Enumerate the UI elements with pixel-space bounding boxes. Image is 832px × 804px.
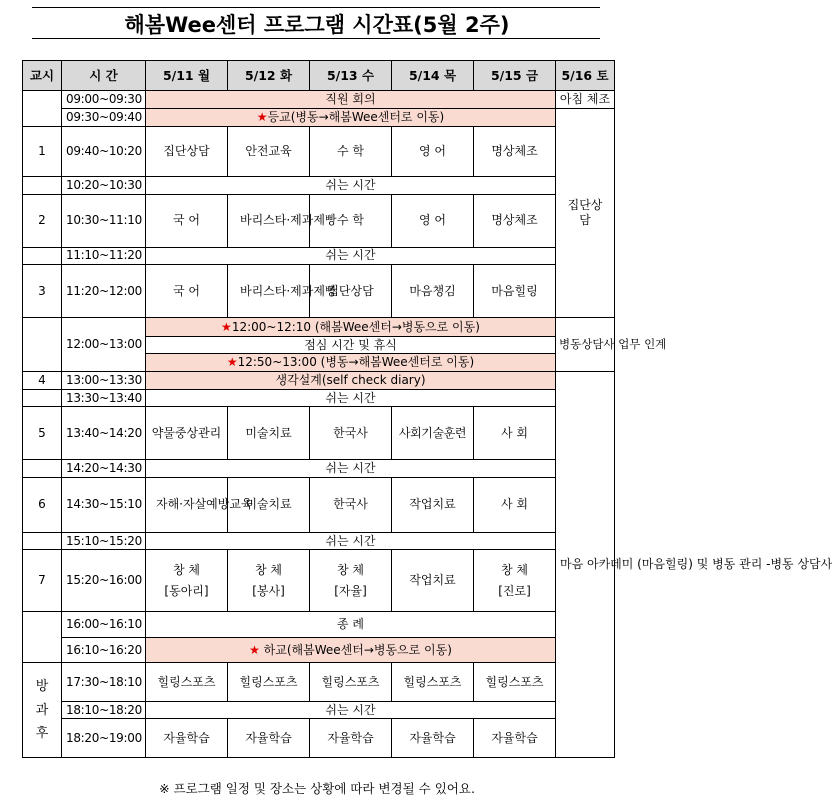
sat-group-counseling <box>556 108 615 317</box>
closing-cell: 종 례 <box>146 611 556 637</box>
break-cell: 쉬는 시간 <box>146 532 556 550</box>
table-row <box>23 127 615 177</box>
class-cell <box>146 550 228 611</box>
table-row <box>23 91 615 109</box>
table-row <box>23 532 615 550</box>
class-cell: 힐링스포츠 <box>310 663 392 701</box>
period-cell <box>23 177 62 195</box>
break-cell: 쉬는 시간 <box>146 247 556 265</box>
sat-academy: 마음 아카데미 (마음힐링) 및 병동 관리 -병동 상담사 <box>556 372 615 758</box>
time-cell: 18:10~18:20 <box>62 701 146 719</box>
move-to-ward-cell <box>146 318 556 337</box>
class-title: 창 체 <box>173 563 200 578</box>
sat-handover: 병동상담사 업무 인계 <box>556 318 615 372</box>
class-cell: 명상체조 <box>474 127 556 177</box>
diary-cell: 생각설계(self check diary) <box>146 372 556 390</box>
time-cell: 11:10~11:20 <box>62 247 146 265</box>
title-top-rule <box>32 7 600 8</box>
time-cell: 13:00~13:30 <box>62 372 146 390</box>
period-cell <box>23 460 62 478</box>
time-cell: 14:30~15:10 <box>62 477 146 532</box>
sat-group-counseling-text: 집단상담 <box>567 197 603 227</box>
class-cell: 영 어 <box>392 127 474 177</box>
period-cell: 1 <box>23 127 62 177</box>
table-row <box>23 108 615 127</box>
class-cell: 작업치료 <box>392 477 474 532</box>
class-cell: 힐링스포츠 <box>146 663 228 701</box>
class-cell: 힐링스포츠 <box>228 663 310 701</box>
table-row <box>23 460 615 478</box>
header-period: 교시 <box>23 61 62 91</box>
break-cell: 쉬는 시간 <box>146 389 556 407</box>
class-cell: 명상체조 <box>474 194 556 247</box>
time-cell: 16:10~16:20 <box>62 637 146 663</box>
time-cell: 10:20~10:30 <box>62 177 146 195</box>
header-wed: 5/13 수 <box>310 61 392 91</box>
class-cell: 사 회 <box>474 477 556 532</box>
period-cell <box>23 318 62 372</box>
time-cell: 16:00~16:10 <box>62 611 146 637</box>
class-cell: 한국사 <box>310 477 392 532</box>
arrival-cell <box>146 108 556 127</box>
class-cell: 안전교육 <box>228 127 310 177</box>
class-cell: 사회기술훈련 <box>392 407 474 460</box>
header-time: 시 간 <box>62 61 146 91</box>
table-row <box>23 637 615 663</box>
time-cell: 09:40~10:20 <box>62 127 146 177</box>
period-cell: 4 <box>23 372 62 390</box>
move-to-ward-text: 12:00~12:10 (해봄Wee센터→병동으로 이동) <box>231 319 480 334</box>
arrival-text: 등교(병동→해봄Wee센터로 이동) <box>267 110 445 125</box>
sat-morning-exercise: 아침 체조 <box>556 91 615 109</box>
period-cell <box>23 91 62 127</box>
class-cell: 약물중상관리 <box>146 407 228 460</box>
header-row <box>23 61 615 91</box>
table-row <box>23 663 615 701</box>
time-cell: 13:40~14:20 <box>62 407 146 460</box>
class-title: 창 체 <box>255 563 282 578</box>
star-icon: ★ <box>249 642 260 657</box>
class-title: 창 체 <box>501 563 528 578</box>
time-cell: 09:00~09:30 <box>62 91 146 109</box>
period-cell <box>23 611 62 663</box>
class-subtitle: [봉사] <box>252 583 285 598</box>
page-title: 해봄Wee센터 프로그램 시간표(5월 2주) <box>124 13 510 37</box>
class-cell: 작업치료 <box>392 550 474 611</box>
class-cell: 힐링스포츠 <box>392 663 474 701</box>
period-cell-afterschool <box>23 663 62 758</box>
class-cell: 자율학습 <box>310 719 392 758</box>
period-cell <box>23 247 62 265</box>
period-cell <box>23 389 62 407</box>
break-cell: 쉬는 시간 <box>146 177 556 195</box>
star-icon: ★ <box>256 110 268 125</box>
class-cell: 마음챙김 <box>392 265 474 318</box>
class-cell: 마음힐링 <box>474 265 556 318</box>
time-cell: 15:20~16:00 <box>62 550 146 611</box>
class-cell: 자해·자살예방교육 <box>146 477 228 532</box>
class-cell: 집단상담 <box>310 265 392 318</box>
afterschool-label: 방과후 <box>35 679 49 741</box>
time-cell: 09:30~09:40 <box>62 108 146 127</box>
table-row <box>23 550 615 611</box>
table-row <box>23 719 615 758</box>
class-cell <box>310 550 392 611</box>
header-sat: 5/16 토 <box>556 61 615 91</box>
table-row <box>23 265 615 318</box>
dismissal-text: 하교(해봄Wee센터→병동으로 이동) <box>263 642 452 657</box>
class-cell <box>228 550 310 611</box>
class-subtitle: [자율] <box>334 583 367 598</box>
period-cell <box>23 532 62 550</box>
timetable <box>22 60 832 758</box>
class-cell <box>474 550 556 611</box>
header-thu: 5/14 목 <box>392 61 474 91</box>
star-icon: ★ <box>221 319 232 334</box>
table-row <box>23 611 615 637</box>
period-cell: 7 <box>23 550 62 611</box>
table-row <box>23 318 615 337</box>
table-row <box>23 372 615 390</box>
header-tue: 5/12 화 <box>228 61 310 91</box>
class-cell: 미술치료 <box>228 477 310 532</box>
time-cell: 15:10~15:20 <box>62 532 146 550</box>
move-to-center-text: 12:50~13:00 (병동→해봄Wee센터로 이동) <box>237 355 475 370</box>
class-subtitle: [진로] <box>498 583 531 598</box>
class-cell: 사 회 <box>474 407 556 460</box>
header-mon: 5/11 월 <box>146 61 228 91</box>
class-cell: 바리스타·제과제빵 <box>228 194 310 247</box>
class-cell: 자율학습 <box>228 719 310 758</box>
class-cell: 집단상담 <box>146 127 228 177</box>
table-row <box>23 247 615 265</box>
break-cell: 쉬는 시간 <box>146 460 556 478</box>
class-cell: 수 학 <box>310 194 392 247</box>
table-row <box>23 194 615 247</box>
time-cell: 10:30~11:10 <box>62 194 146 247</box>
break-cell: 쉬는 시간 <box>146 701 556 719</box>
time-cell: 18:20~19:00 <box>62 719 146 758</box>
table-row <box>23 407 615 460</box>
period-cell: 5 <box>23 407 62 460</box>
class-subtitle: [동아리] <box>164 583 209 598</box>
time-cell: 14:20~14:30 <box>62 460 146 478</box>
class-title: 창 체 <box>337 563 364 578</box>
table-row <box>23 389 615 407</box>
time-cell: 17:30~18:10 <box>62 663 146 701</box>
period-cell: 2 <box>23 194 62 247</box>
class-cell: 한국사 <box>310 407 392 460</box>
staff-meeting-cell: 직원 회의 <box>146 91 556 109</box>
class-cell: 국 어 <box>146 265 228 318</box>
time-cell: 11:20~12:00 <box>62 265 146 318</box>
class-cell: 바리스타·제과제빵 <box>228 265 310 318</box>
time-cell: 12:00~13:00 <box>62 318 146 372</box>
class-cell: 자율학습 <box>474 719 556 758</box>
class-cell: 힐링스포츠 <box>474 663 556 701</box>
dismissal-cell <box>146 637 556 663</box>
time-cell: 13:30~13:40 <box>62 389 146 407</box>
class-cell: 미술치료 <box>228 407 310 460</box>
header-fri: 5/15 금 <box>474 61 556 91</box>
lunch-cell: 점심 시간 및 휴식 <box>146 336 556 354</box>
class-cell: 수 학 <box>310 127 392 177</box>
title-bottom-rule <box>32 38 600 39</box>
class-cell: 자율학습 <box>392 719 474 758</box>
class-cell: 국 어 <box>146 194 228 247</box>
footer-note: ※ 프로그램 일정 및 장소는 상황에 따라 변경될 수 있어요. <box>159 781 475 796</box>
move-to-center-cell <box>146 354 556 372</box>
star-icon: ★ <box>226 355 238 370</box>
period-cell: 3 <box>23 265 62 318</box>
class-cell: 자율학습 <box>146 719 228 758</box>
table-row <box>23 477 615 532</box>
class-cell: 영 어 <box>392 194 474 247</box>
table-row <box>23 177 615 195</box>
table-row <box>23 701 615 719</box>
period-cell: 6 <box>23 477 62 532</box>
